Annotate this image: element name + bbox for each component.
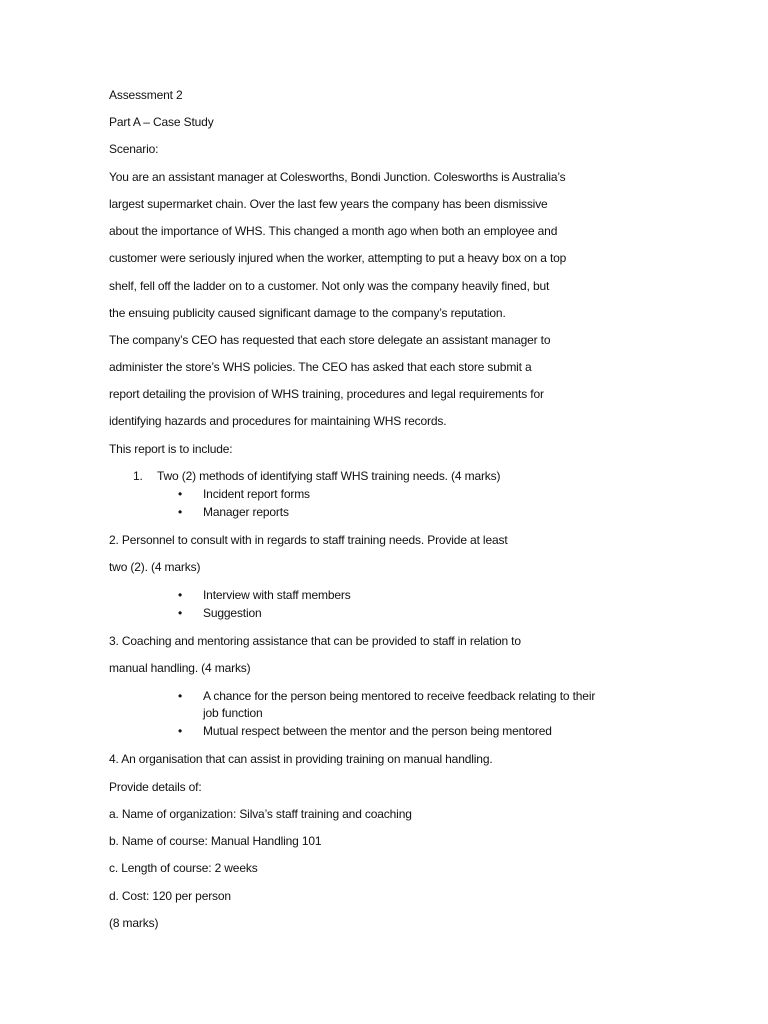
bullet-text: Suggestion (203, 606, 262, 620)
paragraph-line: administer the store’s WHS policies. The CEO has asked that each store submit a (109, 360, 532, 374)
bullet-text: Manager reports (203, 505, 289, 519)
bullet-icon: • (178, 606, 183, 620)
item-text: 4. An organisation that can assist in providing training on manual handling. (109, 752, 493, 766)
paragraph-line: identifying hazards and procedures for maintaining WHS records. (109, 414, 447, 428)
bullet-icon: • (178, 588, 183, 602)
detail-line: d. Cost: 120 per person (109, 889, 231, 903)
marks-label: (8 marks) (109, 916, 159, 930)
detail-line: b. Name of course: Manual Handling 101 (109, 834, 322, 848)
bullet-icon: • (178, 689, 183, 703)
paragraph-line: shelf, fell off the ladder on to a customer. Not only was the company heavily fined, but (109, 279, 550, 293)
assessment-heading: Assessment 2 (109, 88, 183, 102)
item-text: two (2). (4 marks) (109, 560, 201, 574)
detail-line: a. Name of organization: Silva’s staff training and coaching (109, 807, 412, 821)
item-text: Two (2) methods of identifying staff WHS training needs. (4 marks) (157, 469, 501, 483)
part-heading: Part A – Case Study (109, 115, 214, 129)
item-text: 2. Personnel to consult with in regards to staff training needs. Provide at least (109, 533, 508, 547)
item-number: 1. (133, 469, 143, 483)
bullet-icon: • (178, 724, 183, 738)
provide-label: Provide details of: (109, 780, 202, 794)
scenario-label: Scenario: (109, 142, 159, 156)
paragraph-line: customer were seriously injured when the worker, attempting to put a heavy box on a top (109, 251, 567, 265)
paragraph-line: largest supermarket chain. Over the last few years the company has been dismissive (109, 197, 548, 211)
bullet-text: Interview with staff members (203, 588, 351, 602)
paragraph-line: report detailing the provision of WHS training, procedures and legal requirements for (109, 387, 544, 401)
item-text: manual handling. (4 marks) (109, 661, 251, 675)
paragraph-line: You are an assistant manager at Colesworths, Bondi Junction. Colesworths is Australia’s (109, 170, 566, 184)
bullet-text-continued: job function (203, 706, 263, 720)
bullet-text: Mutual respect between the mentor and the person being mentored (203, 724, 552, 738)
detail-line: c. Length of course: 2 weeks (109, 861, 258, 875)
item-text: 3. Coaching and mentoring assistance that can be provided to staff in relation to (109, 634, 521, 648)
paragraph-line: about the importance of WHS. This changed a month ago when both an employee and (109, 224, 558, 238)
bullet-icon: • (178, 505, 183, 519)
bullet-icon: • (178, 487, 183, 501)
bullet-text: A chance for the person being mentored to receive feedback relating to their (203, 689, 596, 703)
paragraph-line: The company’s CEO has requested that each store delegate an assistant manager to (109, 333, 551, 347)
include-intro: This report is to include: (109, 442, 233, 456)
paragraph-line: the ensuing publicity caused significant damage to the company’s reputation. (109, 306, 506, 320)
bullet-text: Incident report forms (203, 487, 310, 501)
